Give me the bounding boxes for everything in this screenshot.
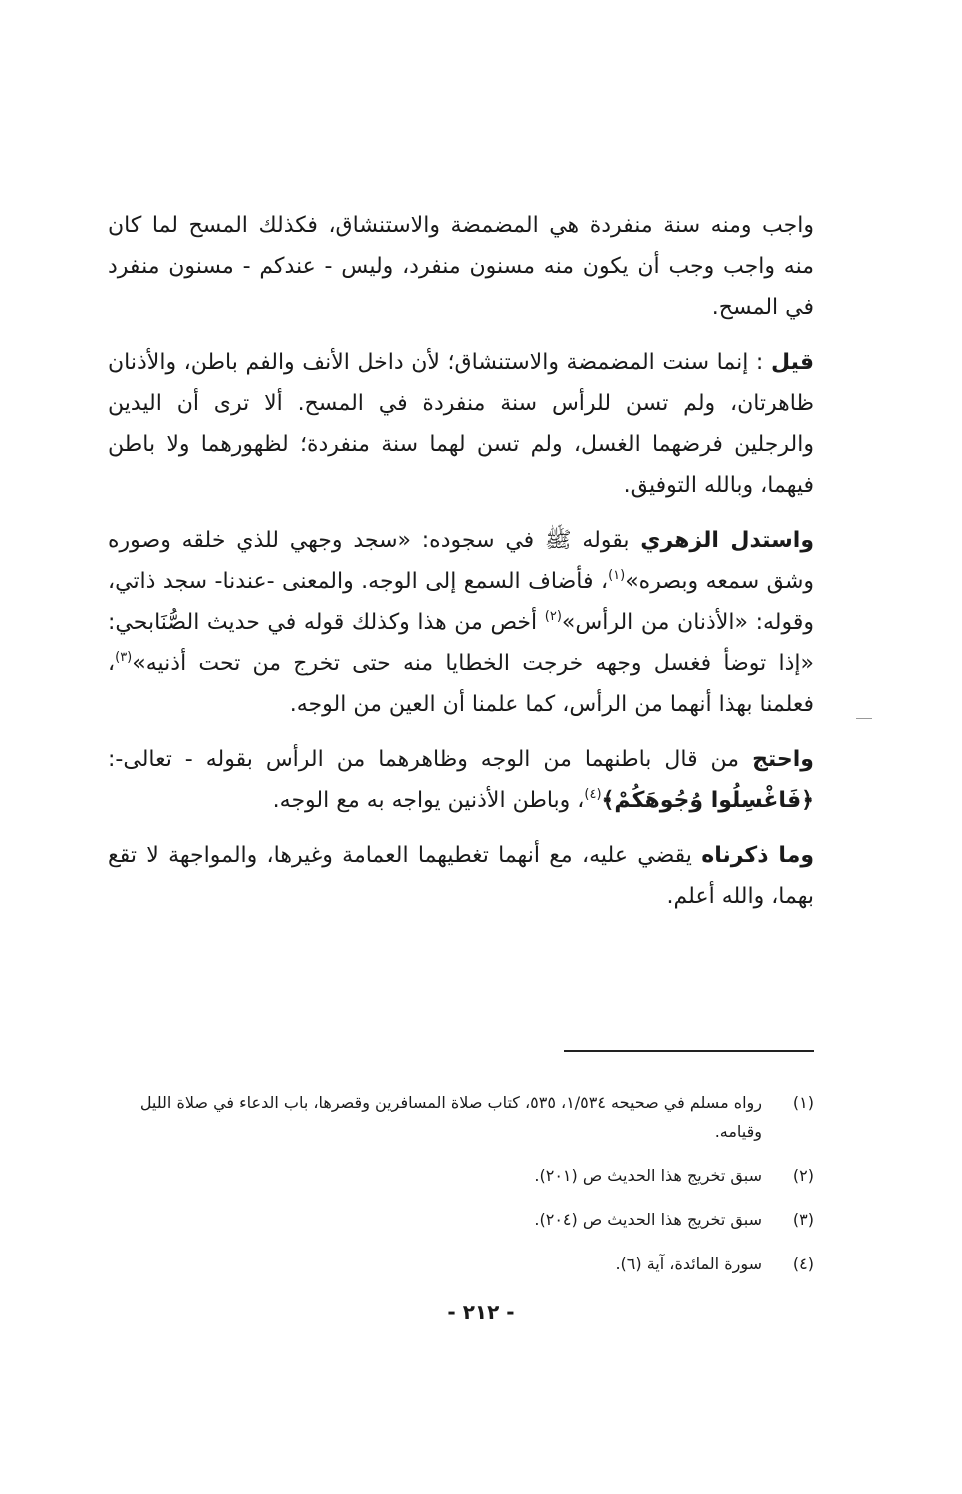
footnote-ref-2[interactable]: (٢) (544, 609, 562, 624)
paragraph-lead: قيل (770, 350, 814, 375)
footnote-ref-1[interactable]: (١) (608, 568, 626, 583)
footnote-text: سبق تخريج هذا الحديث ص (٢٠٤). (534, 1210, 762, 1229)
paragraph-text: ، فعلمنا بهذا أنهما من الرأس، كما علمنا أن العين من الوجه. (108, 651, 814, 717)
paragraph-text: يقضي عليه، مع أنهما تغطيهما العمامة وغيرها، والمواجهة لا تقع بهما، والله أعلم. (108, 843, 814, 909)
footnote-divider (564, 1050, 814, 1052)
footnote-number: (٣) (792, 1210, 814, 1229)
footnote-number: (١) (792, 1093, 814, 1112)
paragraph-2 (108, 342, 814, 506)
paragraph-text: أخص من هذا وكذلك قوله في حديث الصُّنَابحي: «إذا توضأ فغسل وجهه خرجت الخطايا منه حتى تخرج من تحت أذنيه» (108, 610, 814, 676)
footnote-3 (108, 1205, 814, 1234)
paragraph-4 (108, 739, 814, 821)
main-text (108, 205, 814, 931)
paragraph-1 (108, 205, 814, 328)
paragraph-text: ، فأضاف السمع إلى الوجه. والمعنى -عندنا- سجد ذاتي، وقوله: «الأذنان من الرأس» (108, 569, 814, 635)
footnote-text: رواه مسلم في صحيحه ١/٥٣٤، ٥٣٥، كتاب صلاة المسافرين وقصرها، باب الدعاء في صلاة الليل وقيامه. (139, 1093, 762, 1141)
paragraph-text: من قال باطنهما من الوجه وظاهرهما من الرأس بقوله - تعالى-: (108, 747, 753, 772)
footnote-1 (108, 1088, 814, 1146)
quran-verse: ﴿فَاغْسِلُوا وُجُوهَكُمْ﴾ (601, 788, 814, 813)
footnote-text: سورة المائدة، آية (٦). (615, 1254, 762, 1273)
paragraph-text: : إنما سنت المضمضة والاستنشاق؛ لأن داخل الأنف والفم باطن، والأذنان ظاهرتان، ولم تسن للرأس سنة منفردة في المسح. ألا ترى أن اليدين والرجلين فرضهما الغسل، ولم تسن لهما سنة منفردة؛ لظهورهما ولا باطن فيهما، وبالله التوفيق. (108, 350, 814, 498)
paragraph-text: بقوله ﷺ في سجوده: «سجد وجهي للذي خلقه وصوره وشق سمعه وبصره» (108, 528, 815, 594)
margin-mark (856, 718, 872, 719)
paragraph-lead: واستدل الزهري (640, 528, 814, 553)
paragraph-lead: واحتج (752, 747, 814, 772)
paragraph-text: واجب ومنه سنة منفردة هي المضمضة والاستنشاق، فكذلك المسح لما كان منه واجب وجب أن يكون منه مسنون منفرد، وليس - عندكم - مسنون منفرد في المسح. (108, 213, 814, 320)
footnote-number: (٤) (792, 1254, 814, 1273)
footnote-ref-3[interactable]: (٣) (115, 650, 133, 665)
page-number: - ٢١٢ - (447, 1300, 515, 1324)
paragraph-3 (108, 520, 814, 725)
footnote-text: سبق تخريج هذا الحديث ص (٢٠١). (534, 1166, 762, 1185)
footnotes (108, 1088, 814, 1293)
footnote-ref-4[interactable]: (٤) (584, 787, 602, 802)
footnote-4 (108, 1249, 814, 1278)
paragraph-5 (108, 835, 814, 917)
paragraph-text: ، وباطن الأذنين يواجه به مع الوجه. (272, 788, 585, 813)
footnote-number: (٢) (792, 1166, 814, 1185)
paragraph-lead: وما ذكرناه (701, 843, 814, 868)
footnote-2 (108, 1161, 814, 1190)
